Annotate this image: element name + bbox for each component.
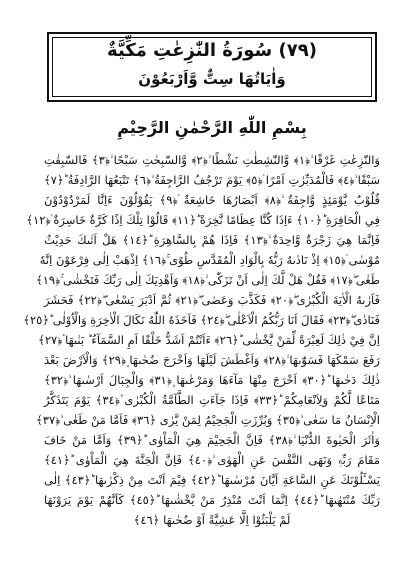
text-line: لَمْ يَلْبَثُوْا اِلَّا عَشِيَّةً اَوْ ضُحٰىهَا ﴿٤٦﴾ (133, 513, 291, 527)
text-line: فَاَرٰىهُ الْاٰيَةَ الْكُبْرٰى ۖ﴿٢٠﴾ فَكَذَّبَ وَعَصٰى ۖ﴿٢١﴾ ثُمَّ اَدْبَرَ يَسْعٰى ۖ﴿٢٢﴾ فَحَشَرَ (44, 293, 380, 307)
surah-verse-count: وَاٰيَاتُهَا سِتٌّ وَّاَرْبَعُوْنَ (138, 70, 286, 88)
basmala: بِسْمِ اللّٰهِ الرَّحْمٰنِ الرَّحِيْمِ (117, 118, 307, 137)
text-line: وَاٰثَرَ الْحَيٰوةَ الدُّنْيَا ۙ﴿٣٨﴾ فَاِنَّ الْجَحِيْمَ هِيَ الْمَاْوٰى ؕ﴿٣٩﴾ وَاَمَّا مَنْ خَافَ (44, 433, 380, 447)
text-line: ذٰلِكَ دَحٰىهَا ؕ﴿٣٠﴾ اَخْرَجَ مِنْهَا مَآءَهَا وَمَرْعٰىهَا ۪﴿٣١﴾ وَالْجِبَالَ اَرْسٰىهَا ۙ﴿٣٢﴾ (44, 373, 381, 387)
text-line: رَبِّكَ مُنْتَهٰىهَا ؕ﴿٤٤﴾ اِنَّمَا اَنْتَ مُنْذِرُ مَنْ يَّخْشٰىهَا ؕ﴿٤٥﴾ كَاَنَّهُمْ يَوْمَ يَرَوْنَهَا (44, 493, 380, 507)
text-line: مَقَامَ رَبِّهٖ وَنَهَى النَّفْسَ عَنِ الْهَوٰى ۙ﴿٤٠﴾ فَاِنَّ الْجَنَّةَ هِيَ الْمَاْوٰى ؕ﴿٤١﴾ (44, 453, 381, 467)
text-line: يَسْـَٔلُوْنَكَ عَنِ السَّاعَةِ اَيَّانَ مُرْسٰىهَا ؕ﴿٤٢﴾ فِيْمَ اَنْتَ مِنْ ذِكْرٰىهَا ؕ﴿٤٣﴾ اِلٰى (44, 473, 380, 487)
surah-title: (٧٩) سُورَةُ النّٰزِعٰتِ مَكِّيَّةٌ (107, 40, 317, 61)
text-line: فِي الْحَافِرَةِ ؕ﴿١٠﴾ ءَاِذَا كُنَّا عِظَامًا نَّخِرَةً ؕ﴿١١﴾ قَالُوْا تِلْكَ اِذًا كَرَّةٌ خَاسِرَةٌ ۘ﴿١٢﴾ (26, 213, 380, 227)
quran-text-body (23, 150, 381, 570)
text-line: فَنَادٰى ۖ﴿٢٣﴾ فَقَالَ اَنَا رَبُّكُمُ الْاَعْلٰى ۖ﴿٢٤﴾ فَاَخَذَهُ اللّٰهُ نَكَالَ الْاٰخِرَةِ وَالْاُوْلٰى ؕ﴿٢٥﴾ (23, 313, 380, 327)
text-line: مَتَاعًا لَّكُمْ وَلِاَنْعَامِكُمْ ؕ﴿٣٣﴾ فَاِذَا جَآءَتِ الطَّآمَّةُ الْكُبْرٰى ۫﴿٣٤﴾ يَوْمَ يَتَذَكَّرُ (44, 393, 380, 407)
text-line: سَبْقًا ۙ﴿٤﴾ فَالْمُدَبِّرٰتِ اَمْرًا ۘ﴿٥﴾ يَوْمَ تَرْجُفُ الرَّاجِفَةُ ۙ﴿٦﴾ تَتْبَعُهَا الرَّادِفَةُ ؕ﴿٧﴾ (44, 173, 380, 187)
text-line: اِنَّ فِيْ ذٰلِكَ لَعِبْرَةً لِّمَنْ يَّخْشٰى ؕ﴿٢٦﴾ ءَاَنْتُمْ اَشَدُّ خَلْقًا اَمِ السَّمَآءُ ؕ بَنٰىهَا ۟﴿٢٧﴾ (38, 333, 380, 347)
text-line: قُلُوْبٌ يَّوْمَئِذٍ وَّاجِفَةٌ ۙ﴿٨﴾ اَبْصَارُهَا خَاشِعَةٌ ۘ﴿٩﴾ يَقُوْلُوْنَ ءَاِنَّا لَمَرْدُوْدُوْنَ (44, 193, 380, 207)
text-line: طَغٰى ۖ﴿١٧﴾ فَقُلْ هَلْ لَّكَ اِلٰى اَنْ تَزَكّٰى ۙ﴿١٨﴾ وَاَهْدِيَكَ اِلٰى رَبِّكَ فَتَخْشٰى ۚ﴿١٩﴾ (35, 273, 380, 287)
text-line: مُوْسٰى ۘ﴿١٥﴾ اِذْ نَادٰىهُ رَبُّهٗ بِالْوَادِ الْمُقَدَّسِ طُوًى ۚ﴿١٦﴾ اِذْهَبْ اِلٰى فِرْعَوْنَ اِنَّهٗ (39, 253, 380, 267)
text-line: رَفَعَ سَمْكَهَا فَسَوّٰىهَا ۙ﴿٢٨﴾ وَاَغْطَشَ لَيْلَهَا وَاَخْرَجَ ضُحٰىهَا ۪﴿٢٩﴾ وَالْاَرْضَ بَعْدَ (44, 353, 380, 367)
text-line: فَاِنَّمَا هِيَ زَجْرَةٌ وَّاحِدَةٌ ۙ﴿١٣﴾ فَاِذَا هُمْ بِالسَّاهِرَةِ ؕ﴿١٤﴾ هَلْ اَتٰىكَ حَدِيْثُ (44, 233, 380, 247)
text-line: الْاِنْسَانُ مَا سَعٰى ۙ﴿٣٥﴾ وَبُرِّزَتِ الْجَحِيْمُ لِمَنْ يَّرٰى ﴿٣٦﴾ فَاَمَّا مَنْ طَغٰى ۙ﴿٣٧﴾ (36, 413, 380, 427)
text-line: وَالنّٰزِعٰتِ غَرْقًا ۙ﴿١﴾ وَّالنّٰشِطٰتِ نَشْطًا ۙ﴿٢﴾ وَّالسّٰبِحٰتِ سَبْحًا ۙ﴿٣﴾ فَالسّٰبِقٰتِ (44, 153, 380, 167)
surah-header-frame (47, 32, 377, 102)
